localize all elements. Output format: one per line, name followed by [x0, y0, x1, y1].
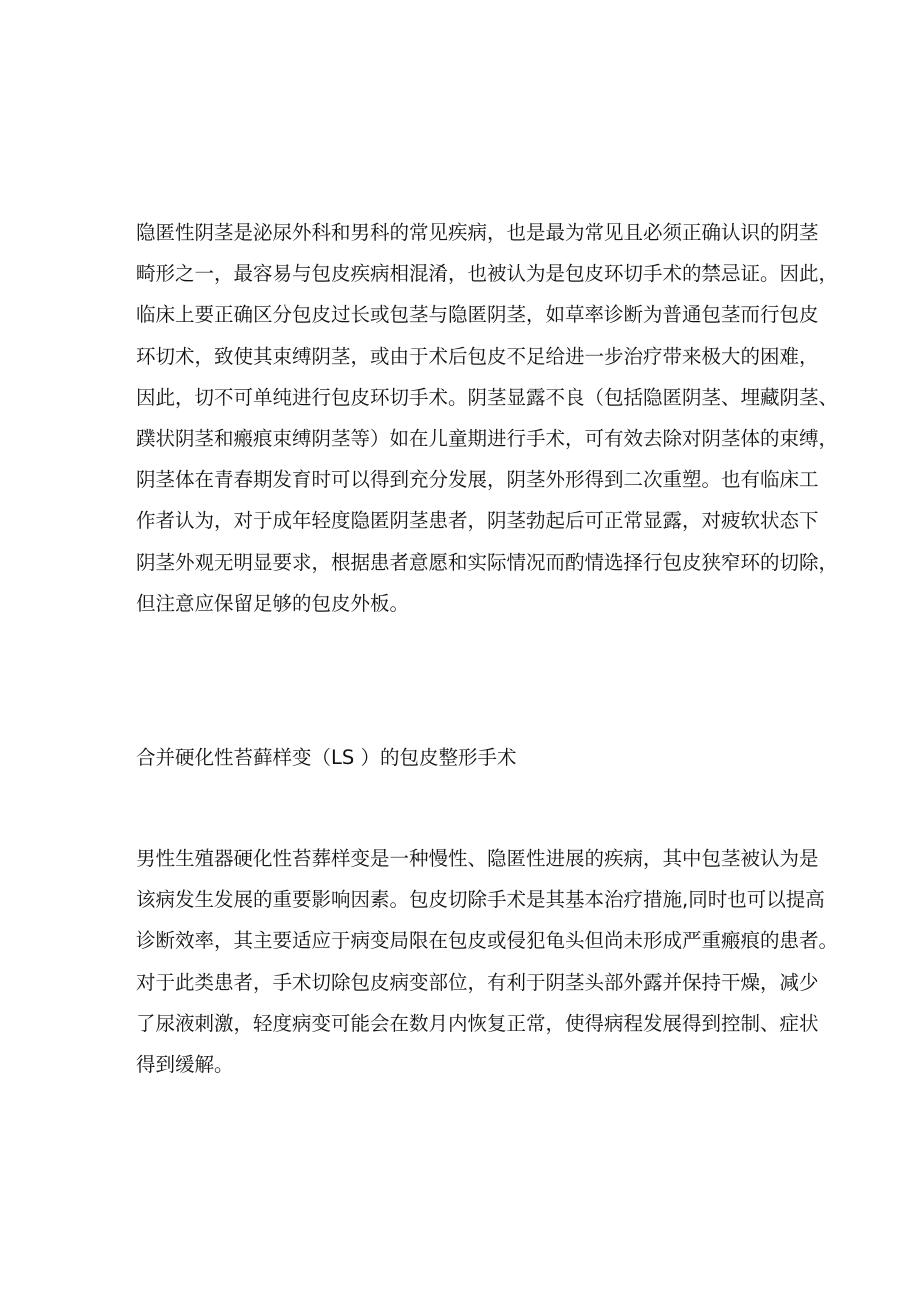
paragraph-line: 作者认为，对于成年轻度隐匿阴茎患者，阴茎勃起后可正常显露，对疲软状态下 [136, 509, 819, 533]
paragraph-line: 临床上要正确区分包皮过长或包茎与隐匿阴茎，如草率诊断为普通包茎而行包皮 [136, 303, 819, 327]
paragraph-lichen-sclerosus [136, 838, 839, 1085]
paragraph-line: 因此，切不可单纯进行包皮环切手术。阴茎显露不良（包括隐匿阴茎、埋藏阴茎、 [136, 385, 839, 409]
section-heading: 合并硬化性苔藓样变（LS ）的包皮整形手术 [136, 746, 517, 769]
paragraph-line: 对于此类患者，手术切除包皮病变部位，有利于阴茎头部外露并保持干燥，减少 [136, 970, 819, 994]
paragraph-line: 畸形之一，最容易与包皮疾病相混淆，也被认为是包皮环切手术的禁忌证。因此， [136, 262, 839, 286]
paragraph-hidden-penis [136, 212, 839, 624]
paragraph-line: 但注意应保留足够的包皮外板。 [136, 591, 410, 615]
paragraph-line: 了尿液刺激，轻度病变可能会在数月内恢复正常，使得病程发展得到控制、症状 [136, 1011, 819, 1035]
paragraph-line: 隐匿性阴茎是泌尿外科和男科的常见疾病，也是最为常见且必须正确认识的阴茎 [136, 221, 819, 244]
paragraph-line: 环切术，致使其束缚阴茎，或由于术后包皮不足给进一步治疗带来极大的困难， [136, 344, 819, 368]
paragraph-line: 该病发生发展的重要影响因素。包皮切除手术是其基本治疗措施,同时也可以提高 [136, 888, 825, 912]
paragraph-line: 蹼状阴茎和瘢痕束缚阴茎等）如在儿童期进行手术，可有效去除对阴茎体的束缚， [136, 427, 839, 451]
paragraph-line: 得到缓解。 [136, 1053, 234, 1077]
paragraph-line: 男性生殖器硬化性苔葬样变是一种慢性、隐匿性进展的疾病，其中包茎被认为是 [136, 847, 819, 870]
paragraph-line: 诊断效率，其主要适应于病变局限在包皮或侵犯龟头但尚未形成严重瘢痕的患者。 [136, 929, 839, 953]
paragraph-line: 阴茎体在青春期发育时可以得到充分发展，阴茎外形得到二次重塑。也有临床工 [136, 468, 819, 492]
paragraph-line: 阴茎外观无明显要求，根据患者意愿和实际情况而酌情选择行包皮狭窄环的切除， [136, 550, 839, 574]
